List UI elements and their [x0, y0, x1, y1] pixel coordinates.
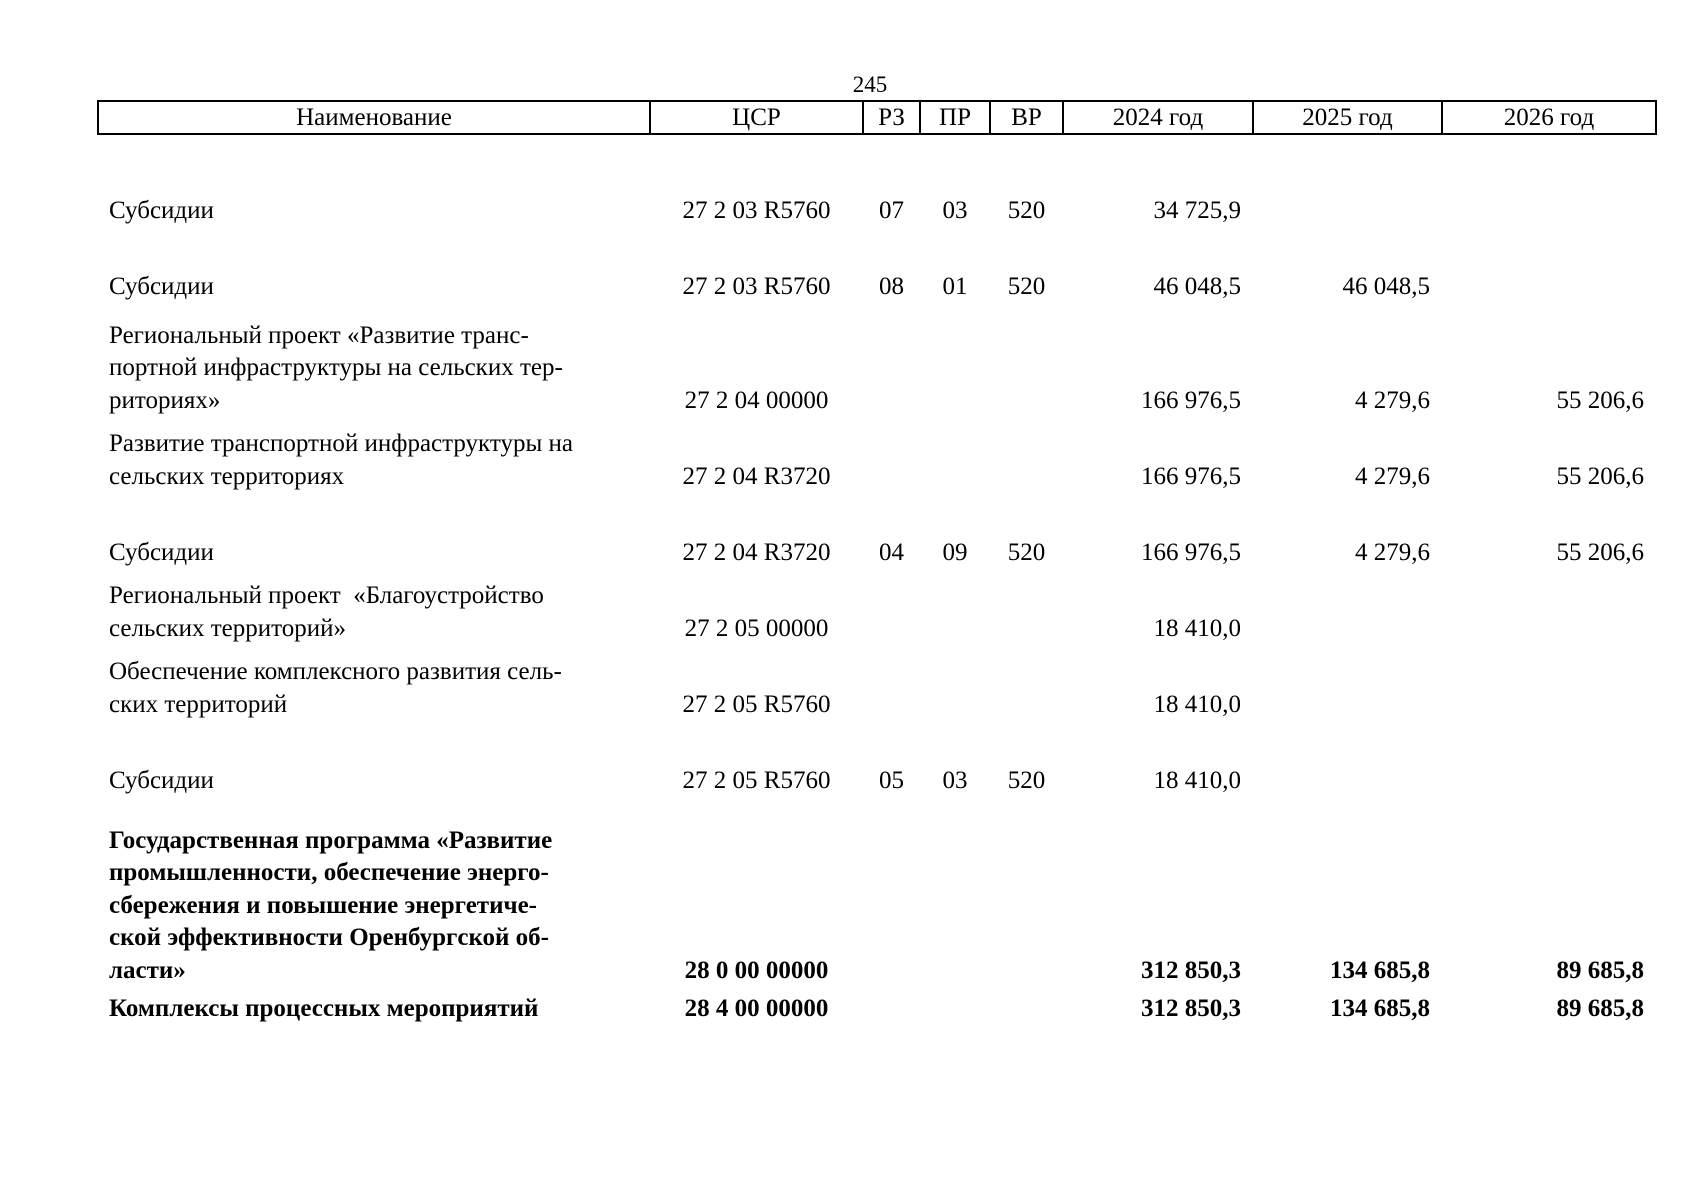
- row-vr: [990, 987, 1063, 1025]
- page-number: 245: [852, 72, 888, 97]
- table-header: [98, 101, 1656, 134]
- row-name: Субсидии: [109, 766, 214, 794]
- row-vr: [990, 645, 1063, 721]
- row-2024: 18 410,0: [1153, 766, 1241, 794]
- row-csr: 28 4 00 00000: [684, 994, 829, 1022]
- table-row: [98, 493, 1656, 569]
- row-name: Государственная программа «Развитие промышленности, обеспечение энерго- сбережения и повышение энергетиче- ской эффективности Оренбургской об- ласти»: [109, 826, 553, 984]
- row-pr: 03: [942, 766, 968, 794]
- row-pr: [920, 303, 990, 417]
- row-2026: 55 206,6: [1556, 462, 1644, 490]
- row-2025: 4 279,6: [1355, 462, 1430, 490]
- row-rz: 08: [879, 272, 904, 300]
- header-vr: ВР: [990, 101, 1063, 134]
- row-2024: 18 410,0: [1153, 614, 1241, 642]
- row-pr: [920, 645, 990, 721]
- table-row: [98, 417, 1656, 493]
- row-vr: 520: [1007, 196, 1046, 224]
- row-csr: 27 2 05 R5760: [682, 690, 831, 718]
- row-2024: 166 976,5: [1141, 462, 1241, 490]
- row-vr: 520: [1007, 766, 1046, 794]
- row-2026: [1442, 645, 1656, 721]
- row-2025: [1253, 721, 1442, 797]
- row-rz: [863, 645, 920, 721]
- row-csr: 27 2 03 R5760: [682, 196, 831, 224]
- row-rz: [863, 417, 920, 493]
- row-2024: 46 048,5: [1153, 272, 1241, 300]
- row-csr: 27 2 04 R3720: [682, 538, 831, 566]
- row-rz: [863, 303, 920, 417]
- row-vr: [990, 303, 1063, 417]
- row-2024: 166 976,5: [1141, 386, 1241, 414]
- table-row: [98, 303, 1656, 417]
- row-rz: 04: [879, 538, 904, 566]
- row-name: Комплексы процессных мероприятий: [109, 994, 539, 1022]
- row-name: Субсидии: [109, 538, 214, 566]
- row-2025: [1253, 134, 1442, 227]
- row-2026: 55 206,6: [1556, 538, 1644, 566]
- row-vr: [990, 797, 1063, 987]
- row-2024: 34 725,9: [1153, 196, 1241, 224]
- row-2024: 312 850,3: [1141, 956, 1241, 984]
- row-name: Региональный проект «Развитие транс- портной инфраструктуры на сельских тер- риториях»: [109, 321, 563, 414]
- row-2025: [1253, 569, 1442, 645]
- row-pr: [920, 569, 990, 645]
- row-name: Субсидии: [109, 272, 214, 300]
- header-name: Наименование: [98, 101, 650, 134]
- header-rz: РЗ: [863, 101, 920, 134]
- row-2025: 134 685,8: [1330, 956, 1430, 984]
- table-row: [98, 569, 1656, 645]
- row-rz: [863, 569, 920, 645]
- row-2026: [1442, 227, 1656, 303]
- table-row: [98, 987, 1656, 1025]
- row-2025: 46 048,5: [1342, 272, 1430, 300]
- row-csr: 27 2 05 R5760: [682, 766, 831, 794]
- header-pr: ПР: [920, 101, 990, 134]
- row-2025: 134 685,8: [1330, 994, 1430, 1022]
- header-csr: ЦСР: [650, 101, 863, 134]
- row-2024: 166 976,5: [1141, 538, 1241, 566]
- row-pr: 01: [942, 272, 968, 300]
- row-2026: 89 685,8: [1556, 956, 1644, 984]
- row-rz: 05: [879, 766, 904, 794]
- row-2024: 312 850,3: [1141, 994, 1241, 1022]
- header-2024: 2024 год: [1063, 101, 1253, 134]
- row-vr: [990, 417, 1063, 493]
- budget-table: [97, 100, 1657, 1025]
- row-2026: 89 685,8: [1556, 994, 1644, 1022]
- row-2024: 18 410,0: [1153, 690, 1241, 718]
- row-rz: [863, 987, 920, 1025]
- row-vr: 520: [1007, 272, 1046, 300]
- table-body: [98, 134, 1656, 1025]
- row-vr: 520: [1007, 538, 1046, 566]
- row-pr: [920, 797, 990, 987]
- table-row: [98, 227, 1656, 303]
- header-2025: 2025 год: [1253, 101, 1442, 134]
- row-2026: [1442, 569, 1656, 645]
- row-name: Региональный проект «Благоустройство сельских территорий»: [109, 582, 544, 642]
- table-row: [98, 797, 1656, 987]
- row-2025: 4 279,6: [1355, 538, 1430, 566]
- table-row: [98, 645, 1656, 721]
- row-csr: 28 0 00 00000: [684, 956, 829, 984]
- row-csr: 27 2 03 R5760: [682, 272, 831, 300]
- header-2026: 2026 год: [1442, 101, 1656, 134]
- table-row: [98, 721, 1656, 797]
- row-rz: 07: [879, 196, 904, 224]
- row-2026: [1442, 721, 1656, 797]
- table-row: [98, 134, 1656, 227]
- row-2026: 55 206,6: [1556, 386, 1644, 414]
- row-2025: 4 279,6: [1355, 386, 1430, 414]
- row-pr: 09: [942, 538, 968, 566]
- row-csr: 27 2 05 00000: [684, 614, 829, 642]
- row-pr: [920, 417, 990, 493]
- row-pr: 03: [942, 196, 968, 224]
- row-name: Развитие транспортной инфраструктуры на сельских территориях: [109, 430, 573, 490]
- row-vr: [990, 569, 1063, 645]
- row-pr: [920, 987, 990, 1025]
- row-csr: 27 2 04 00000: [684, 386, 829, 414]
- row-2026: [1442, 134, 1656, 227]
- row-name: Субсидии: [109, 196, 214, 224]
- row-csr: 27 2 04 R3720: [682, 462, 831, 490]
- row-2025: [1253, 645, 1442, 721]
- row-rz: [863, 797, 920, 987]
- row-name: Обеспечение комплексного развития сель- ских территорий: [109, 658, 562, 718]
